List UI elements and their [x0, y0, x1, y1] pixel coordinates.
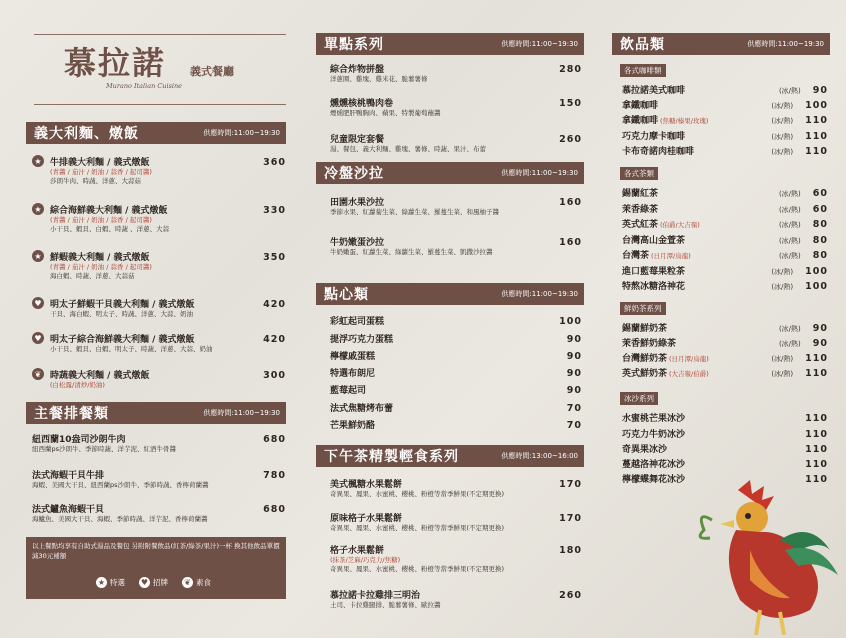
pasta-item[interactable]	[26, 203, 286, 234]
drink-item-name: 進口藍莓果粒茶	[622, 267, 686, 277]
tea-item[interactable]	[330, 477, 582, 499]
logo-sub: 義式餐廳	[190, 65, 234, 78]
tea-time: 供應時間:13:00~16:00	[501, 452, 578, 460]
pasta-item-body	[50, 203, 286, 234]
drink-item-name: 奇異果冰沙	[622, 445, 668, 455]
drink-item-price: 110	[805, 459, 828, 470]
pasta-item-name: 時蔬義大利麵 / 義式燉飯	[50, 371, 150, 381]
drinks-teas-label: 各式茶類	[620, 167, 658, 180]
drink-item-name: 錫蘭鮮奶茶	[622, 324, 668, 334]
drink-item-price: 110	[805, 474, 828, 485]
tea-item-name: 美式楓糖水果鬆餅	[330, 480, 403, 490]
salad-item-row	[330, 195, 582, 208]
pasta-item-options: (青醬 / 茄汁 / 奶油 / 蒜香 / 起司醬)	[50, 168, 152, 176]
drink-item-price: 80	[812, 235, 828, 246]
pasta-item-name: 綜合海鮮義大利麵 / 義式燉飯	[50, 206, 168, 216]
drink-item-price: 110	[805, 413, 828, 424]
dessert-item-row	[330, 383, 582, 396]
dessert-item[interactable]	[330, 332, 582, 345]
pasta-item-name: 鮮蝦義大利麵 / 義式燉飯	[50, 253, 150, 263]
drinks-title: 飲品類	[620, 37, 665, 53]
single-item-name: 綜合炸物拼盤	[330, 65, 385, 75]
dessert-item-name: 芒果鮮奶酪	[330, 421, 376, 431]
tea-item-price: 180	[559, 545, 582, 556]
pasta-item-body	[50, 368, 286, 390]
pasta-item-body	[50, 250, 286, 281]
dessert-item-price: 70	[566, 420, 582, 431]
salad-item-desc: 牛奶嫩蛋、紅蘿生菜、綠蘿生菜、羅蔓生菜、凱撒沙拉醬	[330, 248, 493, 256]
tea-title: 下午茶精製輕食系列	[324, 449, 459, 465]
drink-item-price: 100	[805, 266, 828, 277]
drink-item-price: 110	[805, 115, 828, 126]
salad-item-price: 160	[559, 197, 582, 208]
salad-time: 供應時間:11:00~19:30	[501, 169, 578, 177]
drink-item-name: 拿鐵咖啡	[622, 116, 659, 126]
dessert-item-row	[330, 366, 582, 379]
pasta-item-row	[50, 155, 286, 168]
note-box	[26, 537, 286, 599]
star-icon: ★	[97, 578, 106, 587]
pasta-item[interactable]	[26, 368, 286, 390]
pasta-time: 供應時間:11:00~19:30	[203, 129, 280, 137]
legend-item	[182, 577, 211, 588]
salad-item[interactable]	[330, 195, 582, 217]
dessert-title: 點心類	[324, 287, 369, 303]
tea-item-row	[330, 477, 582, 490]
dessert-item-row	[330, 314, 582, 327]
drink-item-name: 英式鮮奶茶	[622, 369, 668, 379]
tea-item[interactable]	[330, 511, 582, 533]
single-item-name: 兒童限定套餐	[330, 135, 385, 145]
dessert-item-price: 90	[566, 368, 582, 379]
drink-item-name: 蔓越洛神花冰沙	[622, 460, 686, 470]
single-item-price: 150	[559, 98, 582, 109]
main-item[interactable]	[32, 468, 286, 490]
drink-item[interactable]	[622, 139, 828, 158]
dessert-item[interactable]	[330, 418, 582, 431]
drink-item-price: 110	[805, 131, 828, 142]
dessert-item-name: 提浮巧克力蛋糕	[330, 335, 394, 345]
divider	[34, 104, 286, 105]
salad-item-price: 160	[559, 237, 582, 248]
main-item-desc: 海蝦、美國大干貝、紐西蘭ps沙朗牛、季節時蔬、香檸荷蘭醬	[32, 481, 209, 489]
dessert-item-price: 90	[566, 334, 582, 345]
star-icon: ★	[32, 203, 44, 215]
main-item-row	[32, 432, 286, 445]
tea-item-price: 170	[559, 513, 582, 524]
drink-item-temp: (冰/熱)	[778, 87, 801, 95]
drinks-coffee-label: 各式咖啡類	[620, 64, 666, 77]
note-text: 以上餐點均享有自助式湯品及餐包 另附附餐飲品(紅茶/綠茶/果汁)一杯 換其他飲品單價減30元補額	[32, 542, 280, 560]
drink-item-temp: (冰/熱)	[778, 221, 801, 229]
drink-item-price: 110	[805, 368, 828, 379]
dessert-item-name: 彩虹起司蛋糕	[330, 317, 385, 327]
tea-item[interactable]	[330, 588, 582, 610]
heart-icon: ♥	[32, 332, 44, 344]
main-item-name: 法式海蝦干貝牛排	[32, 471, 105, 481]
drinks-milk-label: 鮮奶茶系列	[620, 302, 666, 315]
pasta-item-name: 牛排義大利麵 / 義式燉飯	[50, 158, 150, 168]
pasta-item-price: 350	[263, 252, 286, 263]
drink-item-temp: (冰/熱)	[771, 133, 794, 141]
drink-item-name: 台灣鮮奶茶	[622, 354, 668, 364]
tea-item-desc: 土司、卡拉雞腿排、脆薯薯條、歐拉醬	[330, 601, 441, 609]
single-time: 供應時間:11:00~19:30	[501, 40, 578, 48]
pasta-item-price: 420	[263, 299, 286, 310]
pasta-item-body	[50, 155, 286, 186]
dessert-item-row	[330, 332, 582, 345]
pasta-item-desc: 海白蝦、時蔬、洋蔥、大蒜菇	[50, 272, 135, 280]
pasta-item-desc: 小干貝、蝦貝、白蝦、明太子、時蔬、洋蔥、大蒜、奶油	[50, 345, 213, 353]
drink-item-price: 60	[812, 188, 828, 199]
main-item-price: 680	[263, 434, 286, 445]
single-header	[316, 33, 584, 55]
single-item[interactable]	[330, 96, 582, 118]
drink-item-row	[622, 361, 828, 380]
salad-header	[316, 162, 584, 184]
tea-item-name: 原味格子水果鬆餅	[330, 514, 403, 524]
salad-item-desc: 季節水果、紅蘿蔔生菜、綠蘿生菜、羅蔓生菜、和風柚子醬	[330, 208, 499, 216]
drink-item-temp: (冰/熱)	[778, 237, 801, 245]
drink-item-temp: (冰/熱)	[771, 102, 794, 110]
drink-item-name: 巧克力摩卡咖啡	[622, 132, 686, 142]
drink-item-row	[622, 274, 828, 293]
drink-item-note: (伯爵/大吉嶺)	[660, 221, 700, 229]
tea-item-desc: 奇異果、鳳果、水蜜桃、櫻桃、粉橙等當季鮮果(不定期更換)	[330, 565, 505, 573]
heart-icon: ♥	[32, 297, 44, 309]
pasta-item-price: 360	[263, 157, 286, 168]
single-item[interactable]	[330, 132, 582, 154]
drink-item-name: 英式紅茶	[622, 220, 659, 230]
pasta-item-name: 明太子鮮蝦干貝義大利麵 / 義式燉飯	[50, 300, 195, 310]
drink-item-price: 110	[805, 146, 828, 157]
drink-item-price: 90	[812, 323, 828, 334]
pasta-item-row	[50, 203, 286, 216]
dessert-item-price: 90	[566, 351, 582, 362]
main-item[interactable]	[32, 502, 286, 524]
drink-item-price: 80	[812, 219, 828, 230]
main-item-desc: 紐西蘭ps沙朗牛、季節時蔬、洋芋泥、紅酒牛骨醬	[32, 445, 177, 453]
drink-item-price: 110	[805, 429, 828, 440]
dessert-item[interactable]	[330, 366, 582, 379]
dessert-item-price: 70	[566, 403, 582, 414]
dessert-item-name: 藍莓起司	[330, 386, 367, 396]
main-item[interactable]	[32, 432, 286, 454]
drinks-header	[612, 33, 830, 55]
drink-item-name: 卡布奇諾肉桂咖啡	[622, 147, 695, 157]
drink-item-note: (日月潭/烏龍)	[669, 355, 709, 363]
pasta-header	[26, 122, 286, 144]
dessert-item-name: 法式焦糖烤布蕾	[330, 404, 394, 414]
pasta-item[interactable]	[26, 297, 286, 319]
drink-item-name: 茉香綠茶	[622, 205, 659, 215]
drink-item-name: 水蜜桃芒果冰沙	[622, 414, 686, 424]
drink-item-temp: (冰/熱)	[771, 268, 794, 276]
tea-item-price: 260	[559, 590, 582, 601]
drink-item[interactable]	[622, 274, 828, 293]
divider	[34, 34, 286, 35]
pasta-item-name: 明太子綜合海鮮義大利麵 / 義式燉飯	[50, 335, 195, 345]
drink-item-name: 慕拉諾美式咖啡	[622, 86, 686, 96]
single-item-price: 260	[559, 134, 582, 145]
drink-item-price: 100	[805, 281, 828, 292]
main-item-price: 680	[263, 504, 286, 515]
tea-item-options: (抹茶/芝麻/巧克力/焦糖)	[330, 556, 401, 564]
main-item-desc: 海鱸魚、美國大干貝、海蝦、季節時蔬、洋芋泥、香檸荷蘭醬	[32, 515, 208, 523]
legend-label: 特選	[110, 578, 125, 587]
legend	[96, 577, 211, 588]
single-item-desc: 煙燻肥肝鴨胸肉、蘋果、特製葡萄蘸醬	[330, 109, 441, 117]
drink-item-left	[622, 274, 685, 293]
heart-icon: ♥	[140, 578, 149, 587]
tea-item-desc: 奇異果、鳳果、水蜜桃、櫻桃、粉橙等當季鮮果(不定期更換)	[330, 490, 505, 498]
drink-item-name: 錫蘭紅茶	[622, 189, 659, 199]
pasta-item-body	[50, 297, 286, 319]
drinks-time: 供應時間:11:00~19:30	[747, 40, 824, 48]
pasta-item-row	[50, 368, 286, 381]
pasta-item-price: 330	[263, 205, 286, 216]
drink-item-price: 90	[812, 85, 828, 96]
drink-item-note: (大吉嶺/伯爵)	[669, 370, 709, 378]
pasta-item-price: 300	[263, 370, 286, 381]
drink-item-price: 100	[805, 100, 828, 111]
pasta-item-options: (白松露/清炒/奶油)	[50, 381, 105, 389]
drink-item-price: 110	[805, 444, 828, 455]
drink-item-temp: (冰/熱)	[778, 252, 801, 260]
drink-item-name: 檸檬蝶舞花冰沙	[622, 475, 686, 485]
legend-label: 素食	[196, 578, 211, 587]
pasta-item[interactable]	[26, 332, 286, 354]
dessert-item[interactable]	[330, 349, 582, 362]
salad-item[interactable]	[330, 235, 582, 257]
drink-item[interactable]	[622, 361, 828, 380]
pasta-item-row	[50, 250, 286, 263]
drink-item-temp: (冰/熱)	[771, 148, 794, 156]
main-item-name: 法式鱸魚海蝦干貝	[32, 505, 105, 515]
leaf-icon: ❦	[182, 577, 193, 588]
drink-item-row	[622, 139, 828, 158]
dessert-header	[316, 283, 584, 305]
main-item-price: 780	[263, 470, 286, 481]
pasta-item-desc: 干貝、海白蝦、明太子、時蔬、洋蔥、大蒜、奶油	[50, 310, 193, 318]
pasta-item-options: (青醬 / 茄汁 / 奶油 / 蒜香 / 起司醬)	[50, 263, 152, 271]
dessert-item-row	[330, 349, 582, 362]
main-time: 供應時間:11:00~19:30	[203, 409, 280, 417]
drink-item-price: 60	[812, 204, 828, 215]
drink-item-note: (焦糖/榛果/玫瑰)	[660, 117, 709, 125]
tea-item[interactable]	[330, 543, 582, 574]
rooster-illustration	[690, 480, 840, 635]
single-item-row	[330, 132, 582, 145]
drink-item-price: 90	[812, 338, 828, 349]
drink-item-temp: (冰/熱)	[771, 355, 794, 363]
drink-item-left	[622, 139, 694, 158]
star-icon: ★	[32, 155, 44, 167]
dessert-item[interactable]	[330, 314, 582, 327]
drink-item-temp: (冰/熱)	[771, 370, 794, 378]
pasta-item[interactable]	[26, 155, 286, 186]
main-header	[26, 402, 286, 424]
dessert-item[interactable]	[330, 401, 582, 414]
dessert-time: 供應時間:11:00~19:30	[501, 290, 578, 298]
tea-header	[316, 445, 584, 467]
tea-item-name: 格子水果鬆餅	[330, 546, 385, 556]
dessert-item-name: 檸檬戚蛋糕	[330, 352, 376, 362]
drink-item-price: 80	[812, 250, 828, 261]
single-item-price: 280	[559, 64, 582, 75]
single-title: 單點系列	[324, 37, 384, 53]
single-item-name: 燻燻核桃鴨肉卷	[330, 99, 394, 109]
drink-item-temp: (冰/熱)	[778, 340, 801, 348]
drink-item-temp: (冰/熱)	[771, 117, 794, 125]
salad-item-name: 田園水果沙拉	[330, 198, 385, 208]
drink-item-name: 拿鐵咖啡	[622, 101, 659, 111]
drink-item-left	[622, 361, 709, 380]
main-item-name: 紐西蘭10盎司沙朗牛肉	[32, 435, 126, 445]
dessert-item-price: 90	[566, 385, 582, 396]
salad-item-name: 牛奶嫩蛋沙拉	[330, 238, 385, 248]
main-title: 主餐排餐類	[34, 406, 109, 422]
legend-label: 招牌	[153, 578, 168, 587]
tea-item-row	[330, 511, 582, 524]
drink-item-name: 茉香鮮奶綠茶	[622, 339, 677, 349]
drink-item-temp: (冰/熱)	[778, 206, 801, 214]
single-item-desc: 湯、餐包、義大利麵、雞塊、薯條、時蔬、果汁、布蕾	[330, 145, 486, 153]
single-item-desc: 洋蔥圈、雞塊、雞米花、脆薯薯條	[330, 75, 428, 83]
single-item-row	[330, 96, 582, 109]
tea-item-row	[330, 543, 582, 556]
logo-en: Murano Italian Cuisine	[106, 82, 183, 90]
drink-item-temp: (冰/熱)	[778, 325, 801, 333]
single-item-row	[330, 62, 582, 75]
dessert-item-name: 特選布朗尼	[330, 369, 376, 379]
drink-item-right	[771, 274, 828, 293]
tea-item-row	[330, 588, 582, 601]
drink-item-note: (日月潭/烏龍)	[651, 252, 691, 260]
drink-item-name: 台灣茶	[622, 251, 650, 261]
drink-item-price: 110	[805, 353, 828, 364]
legend-item	[139, 577, 168, 588]
tea-item-desc: 奇異果、鳳果、水蜜桃、櫻桃、粉橙等當季鮮果(不定期更換)	[330, 524, 505, 532]
drink-item-name: 特熬冰糖洛神花	[622, 282, 686, 292]
drink-item-name: 台灣高山金萱茶	[622, 236, 686, 246]
drink-item-temp: (冰/熱)	[778, 190, 801, 198]
salad-title: 冷盤沙拉	[324, 166, 384, 182]
pasta-item-desc: 小干貝、蝦貝、白蝦、時蔬 、洋蔥、大蒜	[50, 225, 170, 233]
legend-item	[96, 577, 125, 588]
drink-item-temp: (冰/熱)	[771, 283, 794, 291]
pasta-item[interactable]	[26, 250, 286, 281]
dessert-item-row	[330, 401, 582, 414]
pasta-item-desc: 莎朗牛肉、時蔬、洋蔥、大蒜菇	[50, 177, 141, 185]
pasta-item-price: 420	[263, 334, 286, 345]
drink-item-name: 巧克力牛奶冰沙	[622, 430, 686, 440]
star-icon: ★	[32, 250, 44, 262]
drinks-ice-label: 冰沙系列	[620, 392, 658, 405]
dessert-item-price: 100	[559, 316, 582, 327]
pasta-title: 義大利麵、燉飯	[34, 126, 139, 142]
main-item-row	[32, 502, 286, 515]
pasta-item-row	[50, 332, 286, 345]
drink-item-left	[622, 467, 685, 486]
pasta-item-body	[50, 332, 286, 354]
drink-item-right	[771, 139, 828, 158]
tea-item-name: 慕拉諾卡拉雞排三明治	[330, 591, 421, 601]
dessert-item[interactable]	[330, 383, 582, 396]
drink-item-right	[771, 361, 828, 380]
pasta-item-options: (青醬 / 茄汁 / 奶油 / 蒜香 / 起司醬)	[50, 216, 152, 224]
logo-main: 慕拉諾	[64, 44, 167, 82]
dessert-item-row	[330, 418, 582, 431]
pasta-item-row	[50, 297, 286, 310]
leaf-icon: ❦	[32, 368, 44, 380]
salad-item-row	[330, 235, 582, 248]
single-item[interactable]	[330, 62, 582, 84]
main-item-row	[32, 468, 286, 481]
tea-item-price: 170	[559, 479, 582, 490]
